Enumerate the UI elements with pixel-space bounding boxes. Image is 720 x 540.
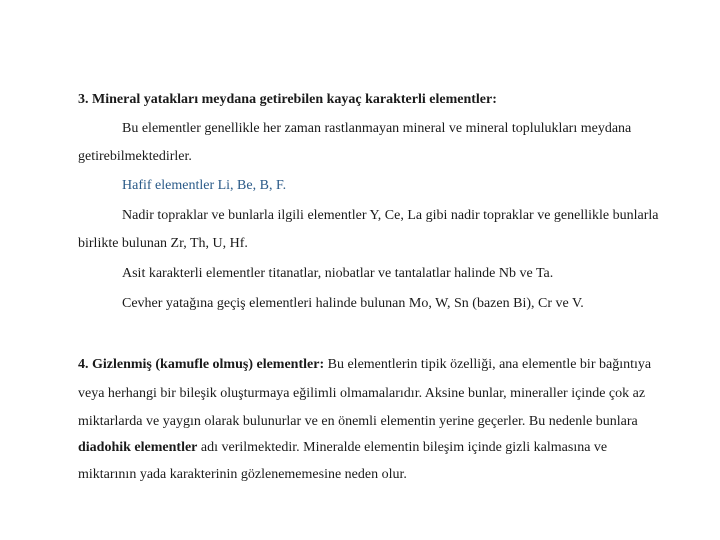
section-3-heading: 3. Mineral yatakları meydana getirebilen kayaç karakterli elementler: [78,92,497,107]
section-4-line-4-text: adı verilmektedir. Mineralde elementin bileşim içinde gizli kalmasına ve [197,440,608,455]
section-4-line-4 [78,439,607,457]
section-4-line-1 [78,356,651,374]
section-4-line-5: miktarının yada karakterinin gözlenememesine neden olur. [78,467,407,482]
section-4-heading: 4. Gizlenmiş (kamufle olmuş) elementler: [78,357,325,372]
section-3-acid-elements: Asit karakterli elementler titanatlar, niobatlar ve tantalatlar halinde Nb ve Ta. [122,266,554,281]
section-4-line-2: veya herhangi bir bileşik oluşturmaya eğilimli olmamalarıdır. Aksine bunlar, mineraller içinde çok az [78,386,646,401]
section-3-transition-elements: Cevher yatağına geçiş elementleri halinde bulunan Mo, W, Sn (bazen Bi), Cr ve V. [122,296,584,311]
section-3-light-elements: Hafif elementler Li, Be, B, F. [122,178,287,193]
section-3-rare-earths-line-1: Nadir topraklar ve bunlarla ilgili elementler Y, Ce, La gibi nadir topraklar ve genellikle bunlarla [122,208,659,223]
section-4-line-1-text: Bu elementlerin tipik özelliği, ana elementle bir bağıntıya [324,357,652,372]
section-3-paragraph-1-line-1: Bu elementler genellikle her zaman rastlanmayan mineral ve mineral toplulukları meydana [122,121,632,136]
section-3-paragraph-1-line-2: getirebilmektedirler. [78,149,192,164]
section-4-line-3: miktarlarda ve yaygın olarak bulunurlar ve en önemli elementin yerine geçerler. Bu nedenle bunlara [78,414,638,429]
diadohik-term: diadohik elementler [78,440,198,455]
section-3-rare-earths-line-2: birlikte bulunan Zr, Th, U, Hf. [78,236,248,251]
